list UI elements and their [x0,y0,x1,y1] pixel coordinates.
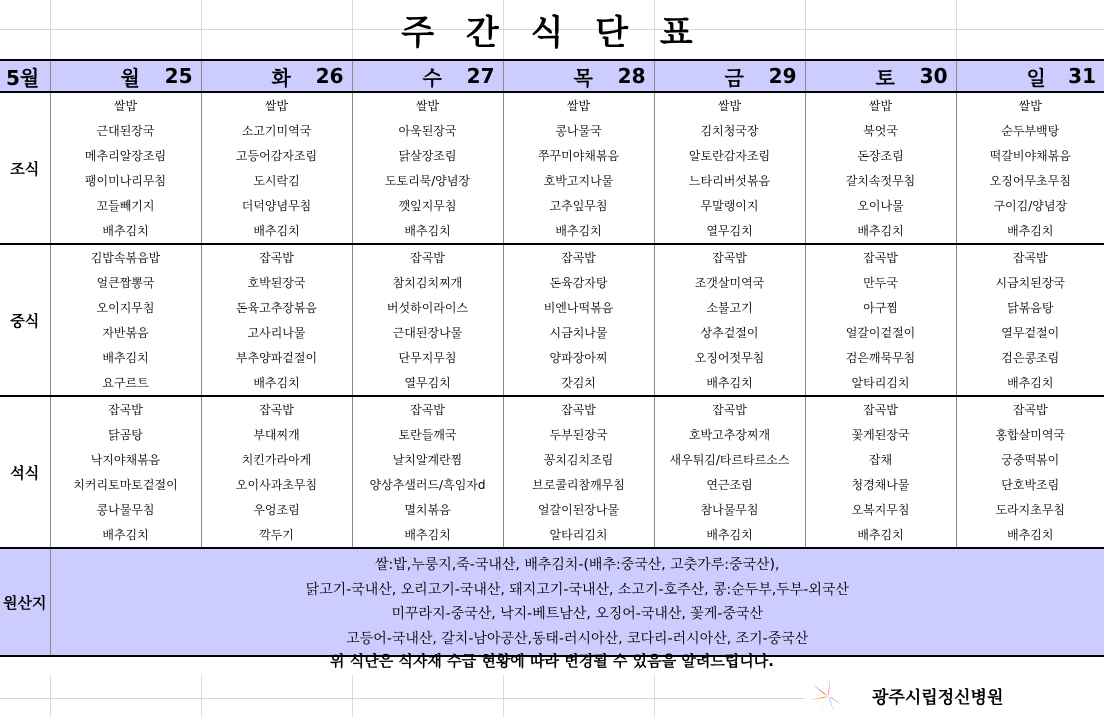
meal-row [0,118,1104,143]
origin-row [0,548,1104,656]
menu-item: 배추김치 [654,522,805,548]
menu-item: 배추김치 [956,218,1104,244]
menu-item: 우엉조림 [201,497,352,522]
menu-item: 배추김치 [352,218,503,244]
day-header [503,60,654,92]
meal-row [0,472,1104,497]
menu-item: 닭곰탕 [50,422,201,447]
menu-item: 잡곡밥 [201,396,352,422]
menu-item: 알토란감자조림 [654,143,805,168]
day-name: 월 [120,65,140,90]
menu-item: 부대찌개 [201,422,352,447]
meal-row [0,295,1104,320]
day-header [352,60,503,92]
menu-item: 참나물무침 [654,497,805,522]
menu-item: 두부된장국 [503,422,654,447]
menu-item: 아구찜 [805,295,956,320]
menu-item: 날치알계란찜 [352,447,503,472]
menu-item: 김치청국장 [654,118,805,143]
menu-item: 참치김치찌개 [352,270,503,295]
menu-item: 오이지무침 [50,295,201,320]
menu-item: 배추김치 [805,522,956,548]
menu-item: 순두부백탕 [956,118,1104,143]
menu-item: 메추리알장조림 [50,143,201,168]
origin-info [50,548,1104,656]
origin-line: 미꾸라지-중국산, 낙지-베트남산, 오징어-국내산, 꽃게-중국산 [391,606,763,622]
menu-item: 오이사과초무침 [201,472,352,497]
menu-item: 배추김치 [50,345,201,370]
meal-row [0,345,1104,370]
menu-item: 시금치나물 [503,320,654,345]
menu-item: 도시락김 [201,168,352,193]
change-notice: 위 식단은 식자재 수급 현황에 따라 변경될 수 있음을 알려드립니다. [330,651,774,670]
menu-item: 검은콩조림 [956,345,1104,370]
menu-item: 배추김치 [805,218,956,244]
menu-item: 쌀밥 [654,92,805,118]
origin-line: 고등어-국내산, 갈치-남아공산,동태-러시아산, 코다리-러시아산, 조기-중국산 [346,630,809,647]
menu-item: 호박고지나물 [503,168,654,193]
gridline [654,675,655,717]
menu-item: 쭈꾸미야채볶음 [503,143,654,168]
menu-item: 북엇국 [805,118,956,143]
header-row [0,60,1104,92]
menu-item: 토란들깨국 [352,422,503,447]
menu-item: 오복지무침 [805,497,956,522]
gridline [0,698,805,699]
menu-item: 잡곡밥 [503,244,654,270]
menu-item: 배추김치 [503,218,654,244]
gridline [352,675,353,717]
menu-item: 근대된장국 [50,118,201,143]
menu-item: 잡곡밥 [805,244,956,270]
menu-item: 무말랭이지 [654,193,805,218]
menu-item: 알타리김치 [805,370,956,396]
menu-item: 콩나물무침 [50,497,201,522]
menu-item: 조갯살미역국 [654,270,805,295]
menu-item: 배추김치 [654,370,805,396]
menu-item: 소불고기 [654,295,805,320]
menu-item: 근대된장나물 [352,320,503,345]
menu-item: 쌀밥 [805,92,956,118]
menu-item: 얼큰짬뽕국 [50,270,201,295]
menu-item: 깍두기 [201,522,352,548]
gridline [503,675,504,717]
menu-item: 검은깨묵무침 [805,345,956,370]
menu-item: 청경채나물 [805,472,956,497]
menu-item: 연근조림 [654,472,805,497]
meal-row [0,497,1104,522]
menu-item: 닭볶음탕 [956,295,1104,320]
menu-item: 갈치속젓무침 [805,168,956,193]
menu-item: 잡곡밥 [956,244,1104,270]
menu-item: 깻잎지무침 [352,193,503,218]
menu-item: 치커리토마토겉절이 [50,472,201,497]
day-header [654,60,805,92]
menu-item: 자반볶음 [50,320,201,345]
menu-item: 오징어무초무침 [956,168,1104,193]
meal-row [0,244,1104,270]
gridline [50,675,51,717]
menu-item: 갓김치 [503,370,654,396]
menu-item: 배추김치 [50,522,201,548]
menu-item: 오이나물 [805,193,956,218]
menu-item: 돈육고추장볶음 [201,295,352,320]
menu-item: 열무김치 [352,370,503,396]
menu-item: 배추김치 [956,370,1104,396]
meal-row [0,396,1104,422]
menu-item: 소고기미역국 [201,118,352,143]
menu-item: 비엔나떡볶음 [503,295,654,320]
day-header [805,60,956,92]
menu-item: 돈장조림 [805,143,956,168]
menu-item: 부추양파겉절이 [201,345,352,370]
menu-item: 고사리나물 [201,320,352,345]
organization-name: 광주시립정신병원 [872,687,1004,708]
menu-item: 알타리김치 [503,522,654,548]
menu-item: 잡곡밥 [503,396,654,422]
meal-row [0,522,1104,548]
menu-item: 오징어젓무침 [654,345,805,370]
menu-item: 도라지초무침 [956,497,1104,522]
menu-item: 쌀밥 [956,92,1104,118]
menu-item: 호박된장국 [201,270,352,295]
day-date: 30 [919,64,948,88]
meal-row [0,92,1104,118]
meal-rows [0,92,1104,548]
menu-item: 콩나물국 [503,118,654,143]
menu-item: 잡곡밥 [956,396,1104,422]
meal-row [0,447,1104,472]
menu-item: 배추김치 [201,218,352,244]
menu-item: 만두국 [805,270,956,295]
meal-row [0,422,1104,447]
origin-line: 닭고기-국내산, 오리고기-국내산, 돼지고기-국내산, 소고기-호주산, 콩:순두부,두부-외국산 [305,581,849,598]
menu-item: 더덕양념무침 [201,193,352,218]
gridline [201,675,202,717]
menu-item: 고추잎무침 [503,193,654,218]
menu-item: 잡곡밥 [50,396,201,422]
menu-item: 얼갈이된장나물 [503,497,654,522]
menu-item: 요구르트 [50,370,201,396]
meal-label: 중식 [0,244,50,396]
page-title: 주 간 식 단 표 [401,12,703,53]
menu-item: 배추김치 [50,218,201,244]
menu-item: 단무지무침 [352,345,503,370]
menu-item: 멸치볶음 [352,497,503,522]
day-date: 27 [466,64,495,88]
day-name: 화 [271,65,291,90]
day-name: 수 [422,65,442,90]
menu-item: 꼬들빼기지 [50,193,201,218]
meal-row [0,218,1104,244]
menu-item: 도토리묵/양념장 [352,168,503,193]
menu-item: 새우튀김/타르타르소스 [654,447,805,472]
meal-label: 석식 [0,396,50,548]
menu-item: 양상추샐러드/흑임자d [352,472,503,497]
menu-item: 상추겉절이 [654,320,805,345]
weekly-menu-table [0,59,1104,657]
day-header [201,60,352,92]
menu-item: 치킨가라아게 [201,447,352,472]
month-label: 5월 [0,60,50,92]
menu-item: 시금치된장국 [956,270,1104,295]
menu-item: 버섯하이라이스 [352,295,503,320]
menu-item: 배추김치 [352,522,503,548]
meal-row [0,320,1104,345]
menu-item: 구이김/양념장 [956,193,1104,218]
menu-item: 배추김치 [956,522,1104,548]
day-name: 일 [1026,65,1046,90]
day-date: 28 [617,64,646,88]
menu-item: 잡곡밥 [352,396,503,422]
menu-item: 단호박조림 [956,472,1104,497]
day-date: 29 [768,64,797,88]
meal-row [0,193,1104,218]
day-name: 목 [573,65,593,90]
menu-item: 돈육감자탕 [503,270,654,295]
menu-item: 잡곡밥 [654,396,805,422]
menu-item: 배추김치 [201,370,352,396]
menu-item: 아욱된장국 [352,118,503,143]
menu-item: 고등어감자조림 [201,143,352,168]
hospital-logo-icon [808,676,848,716]
meal-row [0,270,1104,295]
menu-item: 궁중떡볶이 [956,447,1104,472]
menu-item: 잡곡밥 [201,244,352,270]
origin-label: 원산지 [0,548,50,656]
origin-line: 쌀:밥,누룽지,죽-국내산, 배추김치-(배추:중국산, 고춧가루:중국산), [375,557,780,573]
menu-item: 쌀밥 [50,92,201,118]
day-name: 토 [875,65,895,90]
menu-item: 닭살장조림 [352,143,503,168]
day-header [50,60,201,92]
day-name: 금 [724,65,744,90]
menu-item: 잡곡밥 [654,244,805,270]
meal-row [0,168,1104,193]
day-date: 25 [164,64,193,88]
menu-item: 얼갈이겉절이 [805,320,956,345]
menu-item: 잡곡밥 [805,396,956,422]
meal-row [0,370,1104,396]
menu-item: 양파장아찌 [503,345,654,370]
day-date: 31 [1068,64,1096,88]
day-header [956,60,1104,92]
menu-item: 호박고추장찌개 [654,422,805,447]
menu-item: 열무김치 [654,218,805,244]
menu-item: 꽃게된장국 [805,422,956,447]
meal-row [0,143,1104,168]
menu-item: 꽁치김치조림 [503,447,654,472]
menu-item: 떡갈비야채볶음 [956,143,1104,168]
menu-item: 쌀밥 [503,92,654,118]
menu-item: 쌀밥 [201,92,352,118]
meal-label: 조식 [0,92,50,244]
menu-item: 김밥속볶음밥 [50,244,201,270]
menu-item: 팽이미나리무침 [50,168,201,193]
menu-item: 쌀밥 [352,92,503,118]
menu-item: 느타리버섯볶음 [654,168,805,193]
menu-item: 홍합살미역국 [956,422,1104,447]
menu-item: 열무겉절이 [956,320,1104,345]
menu-item: 낙지야채볶음 [50,447,201,472]
day-date: 26 [315,64,344,88]
menu-item: 브로콜리참깨무침 [503,472,654,497]
menu-item: 잡곡밥 [352,244,503,270]
menu-item: 잡채 [805,447,956,472]
